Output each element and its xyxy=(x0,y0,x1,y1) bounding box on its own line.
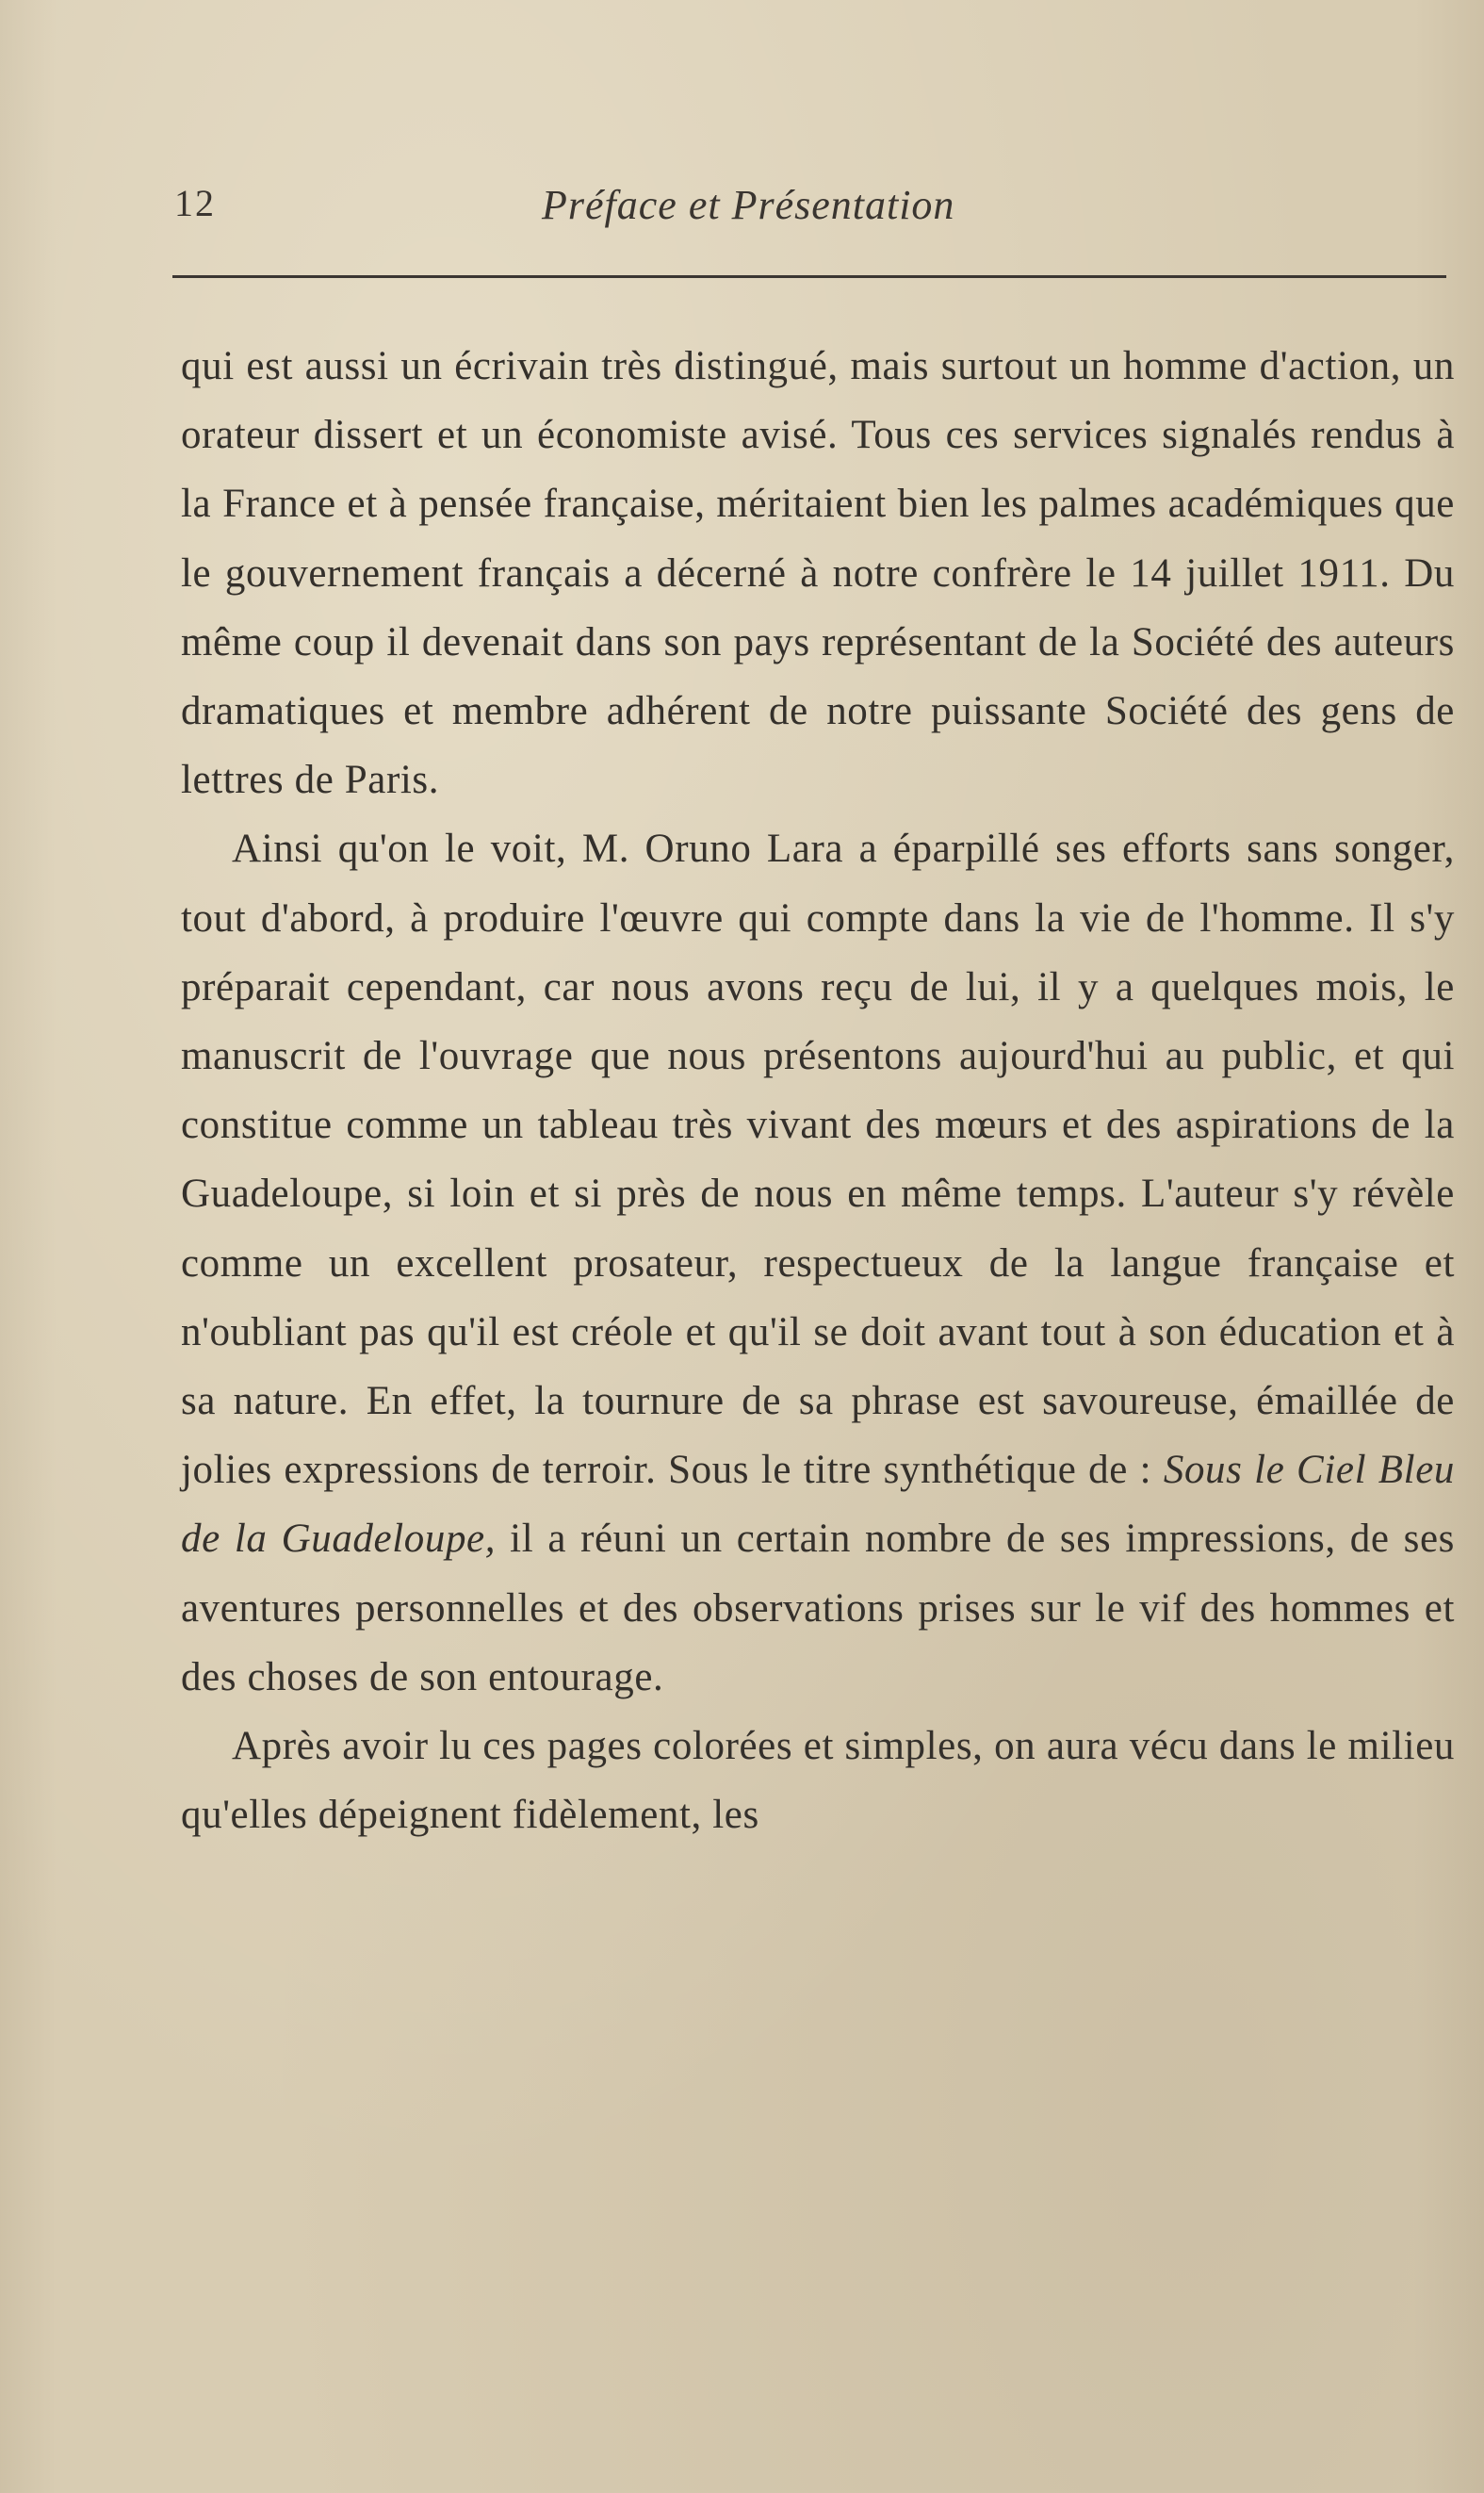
page-header xyxy=(174,181,1442,238)
book-title: Sous le Ciel Bleu de la Guadeloupe, xyxy=(181,1448,1455,1562)
running-title: Préface et Présentation xyxy=(542,182,955,228)
paragraph-2-text-b: il a réuni un certain nombre de ses impressions, de ses aventures personnelles et des observations prises sur le vif des hommes et des choses de son entourage. xyxy=(181,1517,1455,1699)
page-number: 12 xyxy=(174,182,216,224)
body-text xyxy=(181,332,1455,1849)
paragraph-3: Après avoir lu ces pages colorées et simples, on aura vécu dans le milieu qu'elles dépeignent fidèlement, les xyxy=(181,1724,1455,1838)
header-rule xyxy=(172,275,1446,278)
paragraph-1: qui est aussi un écrivain très distingué, mais surtout un homme d'action, un orateur dissert et un économiste avisé. Tous ces services signalés rendus à la France et à pensée française, méritaient bien les palmes académiques que le gouvernement français a décerné à notre confrère le 14 juillet 1911. Du même coup il devenait dans son pays représentant de la Société des auteurs dramatiques et membre adhérent de notre puissante Société des gens de lettres de Paris. xyxy=(181,344,1455,803)
paragraph-2-text-a: Ainsi qu'on le voit, M. Oruno Lara a éparpillé ses efforts sans songer, tout d'abord, à produire l'œuvre qui compte dans la vie de l'homme. Il s'y préparait cependant, car nous avons reçu de lui, il y a quelques mois, le manuscrit de l'ouvrage que nous présentons aujourd'hui au public, et qui constitue comme un tableau très vivant des mœurs et des aspirations de la Guadeloupe, si loin et si près de nous en même temps. L'auteur s'y révèle comme un excellent prosateur, respectueux de la langue française et n'oubliant pas qu'il est créole et qu'il se doit avant tout à son éducation et à sa nature. En effet, la tournure de sa phrase est savoureuse, émaillée de jolies expressions de terroir. Sous le titre synthétique de : xyxy=(181,827,1455,1493)
paragraph-2 xyxy=(181,814,1455,1712)
